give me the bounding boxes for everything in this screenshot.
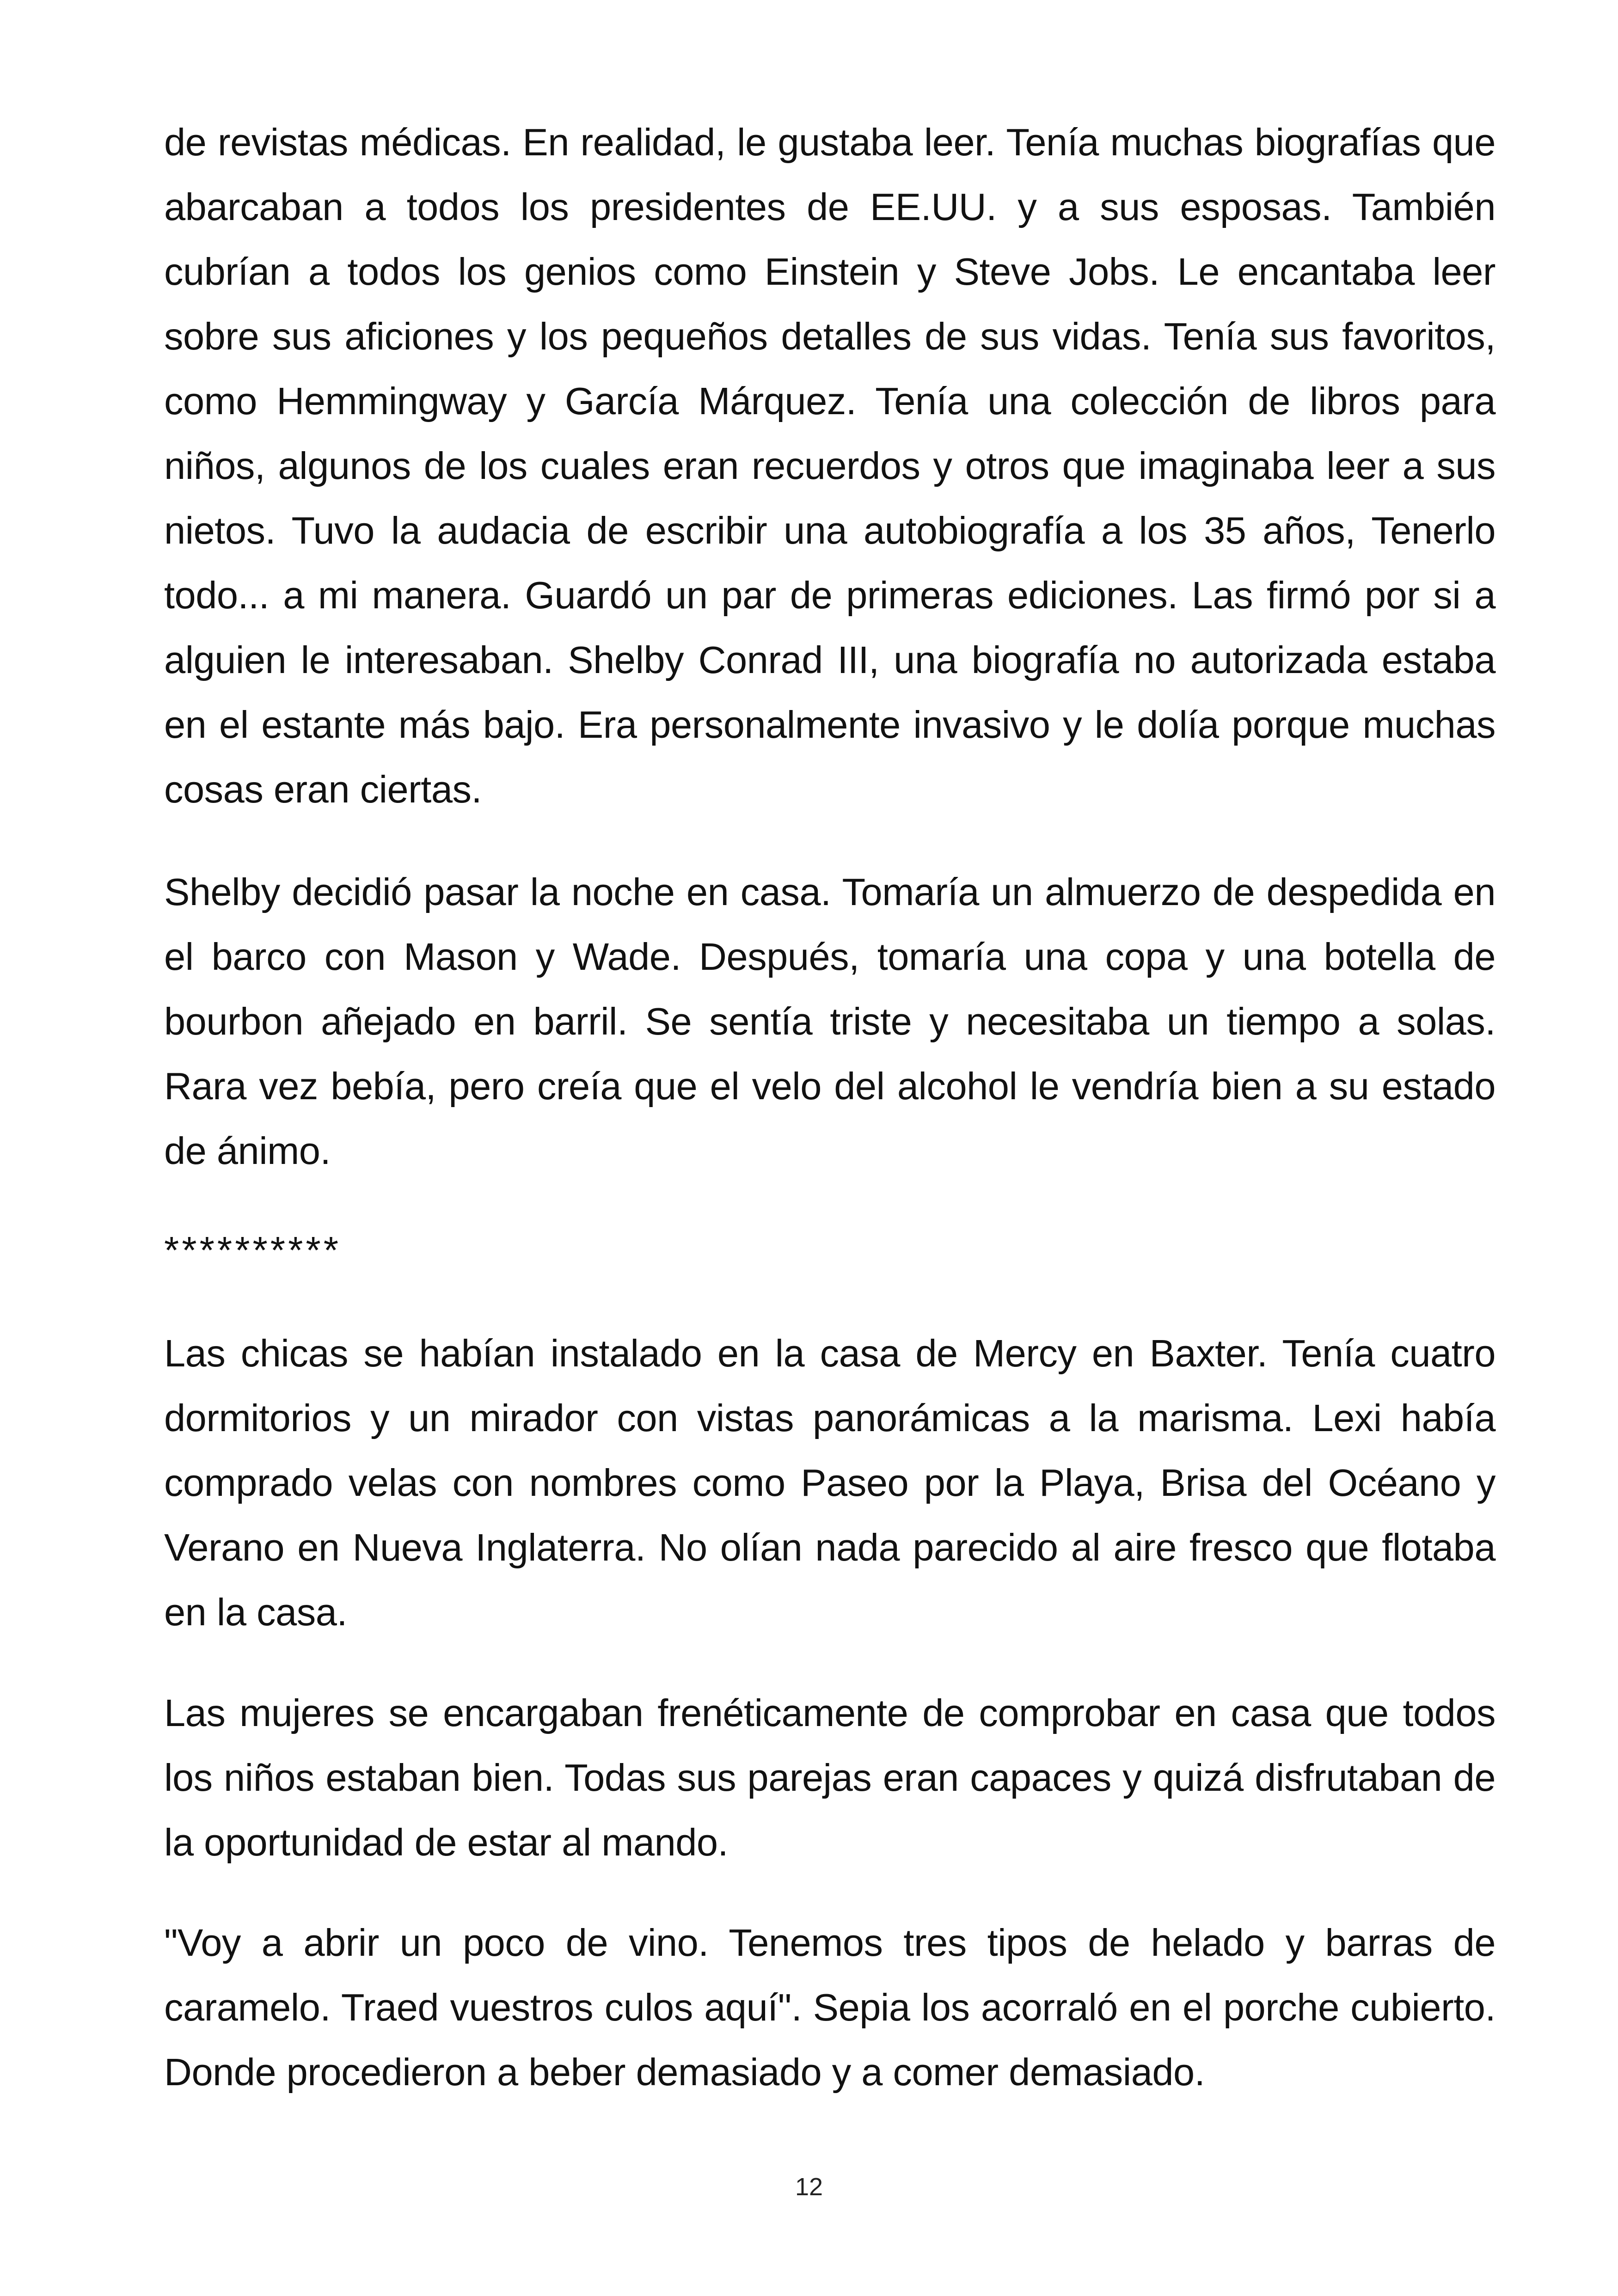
paragraph-text: Las mujeres se encargaban frenéticamente de comprobar en casa que todos los niños estaban bien. Todas sus parejas eran capaces y quizá disfrutaban de la oportunidad de estar al mando. (164, 1691, 1495, 1864)
paragraph-text: Las chicas se habían instalado en la casa de Mercy en Baxter. Tenía cuatro dormitorios y un mirador con vistas panorámicas a la marisma. Lexi había comprado velas con nombres como Paseo por la Playa, Brisa del Océano y Verano en Nueva Inglaterra. No olían nada parecido al aire fresco que flotaba en la casa. (164, 1332, 1495, 1634)
separator-text: ********** (164, 1229, 342, 1272)
paragraph-1 (164, 110, 1495, 822)
paragraph-text: "Voy a abrir un poco de vino. Tenemos tres tipos de helado y barras de caramelo. Traed vuestros culos aquí". Sepia los acorraló en el porche cubierto. Donde procedieron a beber demasiado y a comer demasiado. (164, 1921, 1495, 2094)
paragraph-text: Shelby decidió pasar la noche en casa. Tomaría un almuerzo de despedida en el barco con Mason y Wade. Después, tomaría una copa y una botella de bourbon añejado en barril. Se sentía triste y necesitaba un tiempo a solas. Rara vez bebía, pero creía que el velo del alcohol le vendría bien a su estado de ánimo. (164, 870, 1495, 1172)
paragraph-2 (164, 860, 1495, 1183)
page-number: 12 (795, 2173, 823, 2201)
paragraph-text: de revistas médicas. En realidad, le gustaba leer. Tenía muchas biografías que abarcaban a todos los presidentes de EE.UU. y a sus esposas. También cubrían a todos los genios como Einstein y Steve Jobs. Le encantaba leer sobre sus aficiones y los pequeños detalles de sus vidas. Tenía sus favoritos, como Hemmingway y García Márquez. Tenía una colección de libros para niños, algunos de los cuales eran recuerdos y otros que imaginaba leer a sus nietos. Tuvo la audacia de escribir una autobiografía a los 35 años, Tenerlo todo... a mi manera. Guardó un par de primeras ediciones. Las firmó por si a alguien le interesaban. Shelby Conrad III, una biografía no autorizada estaba en el estante más bajo. Era personalmente invasivo y le dolía porque muchas cosas eran ciertas. (164, 121, 1495, 811)
paragraph-5 (164, 1910, 1495, 2105)
paragraph-4 (164, 1681, 1495, 1875)
paragraph-3 (164, 1321, 1495, 1645)
section-separator (164, 1218, 1495, 1283)
